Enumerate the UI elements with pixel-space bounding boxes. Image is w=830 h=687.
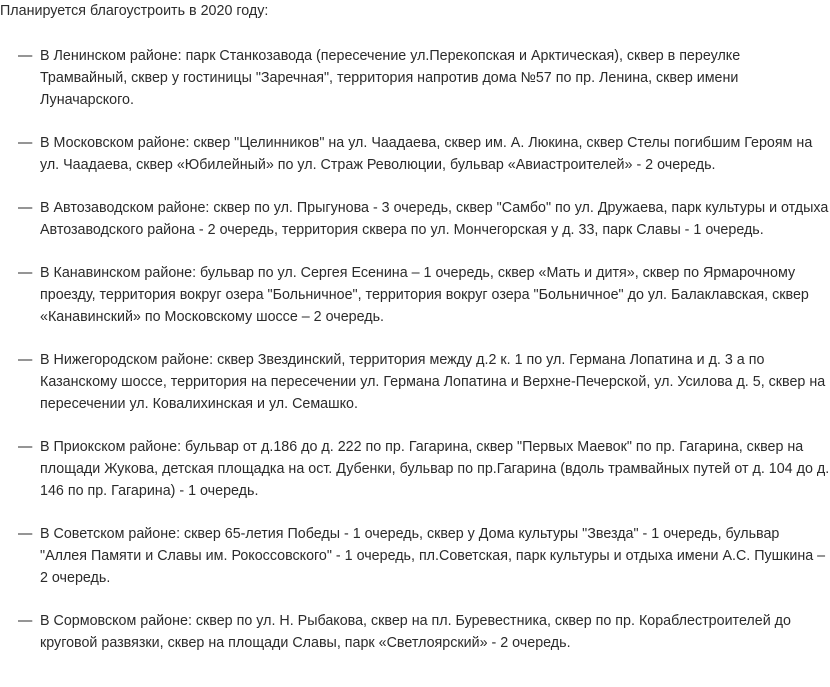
list-item [18,262,830,328]
list-item-text: В Ленинском районе: парк Станкозавода (пересечение ул.Перекопская и Арктическая), сквер в переулке Трамвайный, сквер у гостиницы "Заречная", территория напротив дома №57 по пр. Ленина, сквер имени Луначарского. [40,48,741,108]
dash-marker: — [18,439,33,455]
list-item [18,436,830,502]
dash-marker: — [18,352,33,368]
dash-marker: — [18,613,33,629]
list-item-text: В Сормовском районе: сквер по ул. Н. Рыбакова, сквер на пл. Буревестника, сквер по пр. Кораблестроителей до круговой развязки, сквер на площади Славы, парк «Светлоярский» - 2 очередь. [40,613,791,651]
list-item [18,45,830,111]
dash-marker: — [18,135,33,151]
list-item [18,610,830,654]
list-item-text: В Московском районе: сквер "Целинников" на ул. Чаадаева, сквер им. А. Люкина, сквер Стелы погибшим Героям на ул. Чаадаева, сквер «Юбилейный» по ул. Страж Революции, бульвар «Авиастроителей» - 2 очередь. [40,135,813,173]
list-item-text: В Советском районе: сквер 65-летия Победы - 1 очередь, сквер у Дома культуры "Звезда" - 1 очередь, бульвар "Аллея Памяти и Славы им. Рокоссовского" - 1 очередь, пл.Советская, парк культуры и отдыха имени А.С. Пушкина – 2 очередь. [40,526,826,586]
dash-marker: — [18,265,33,281]
list-item [18,132,830,176]
list-item-text: В Канавинском районе: бульвар по ул. Сергея Есенина – 1 очередь, сквер «Мать и дитя», сквер по Ярмарочному проезду, территория вокруг озера "Больничное", территория вокруг озера "Больничное" до ул. Балаклавская, сквер «Канавинский» по Московскому шоссе – 2 очередь. [40,265,809,325]
intro-text: Планируется благоустроить в 2020 году: [0,3,269,19]
list-item [18,523,830,589]
list-item-text: В Приокском районе: бульвар от д.186 до д. 222 по пр. Гагарина, сквер "Первых Маевок" по пр. Гагарина, сквер на площади Жукова, детская площадка на ост. Дубенки, бульвар по пр.Гагарина (вдоль трамвайных путей от д. 104 до д. 146 по пр. Гагарина) - 1 очередь. [40,439,830,499]
district-list [18,45,830,675]
list-item-text: В Нижегородском районе: сквер Звездинский, территория между д.2 к. 1 по ул. Германа Лопатина и д. 3 а по Казанскому шоссе, территория на пересечении ул. Германа Лопатина и Верхне-Печерской, ул. Усилова д. 5, сквер на пересечении ул. Ковалихинская и ул. Семашко. [40,352,826,412]
list-item [18,349,830,415]
list-item [18,197,830,241]
dash-marker: — [18,48,33,64]
dash-marker: — [18,526,33,542]
dash-marker: — [18,200,33,216]
list-item-text: В Автозаводском районе: сквер по ул. Прыгунова - 3 очередь, сквер "Самбо" по ул. Дружаева, парк культуры и отдыха Автозаводского района - 2 очередь, территория сквера по ул. Мончегорская у д. 33, парк Славы - 1 очередь. [40,200,829,238]
